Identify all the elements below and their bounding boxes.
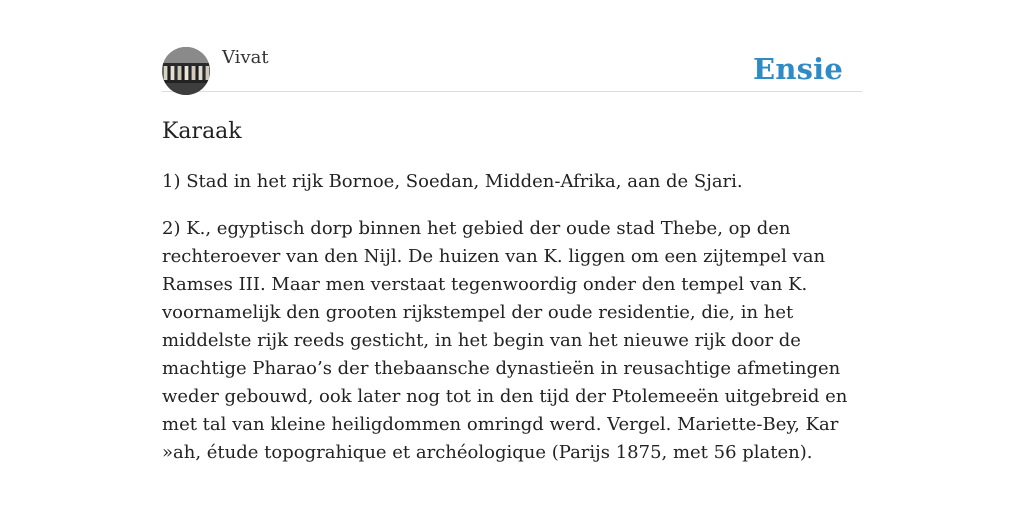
brand-logo[interactable]: Ensie <box>753 52 843 86</box>
definition-1: 1) Stad in het rijk Bornoe, Soedan, Midden-Afrika, aan de Sjari. <box>162 171 743 192</box>
author-name[interactable]: Vivat <box>222 47 269 68</box>
bookshelf-avatar-icon <box>162 47 210 95</box>
entry-title: Karaak <box>162 119 242 144</box>
entry-card <box>162 46 862 467</box>
author-avatar[interactable] <box>162 47 210 95</box>
entry-header <box>162 46 862 92</box>
definition-2: 2) K., egyptisch dorp binnen het gebied der oude stad Thebe, op den rechteroever van den Nijl. De huizen van K. liggen om een zijtempel van Ramses III. Maar men verstaat tegenwoordig onder den tempel van K. voornamelijk den grooten rijkstempel der oude residentie, die, in het middelste rijk reeds gesticht, in het begin van het nieuwe rijk door de machtige Pharao’s der thebaansche dynastieën in reusachtige afmetingen weder gebouwd, ook later nog tot in den tijd der Ptolemeeën uitgebreid en met tal van kleine heiligdommen omringd werd. Vergel. Mariette-Bey, Kar »ah, étude topograhique et archéologique (Parijs 1875, met 56 platen). <box>162 218 848 463</box>
